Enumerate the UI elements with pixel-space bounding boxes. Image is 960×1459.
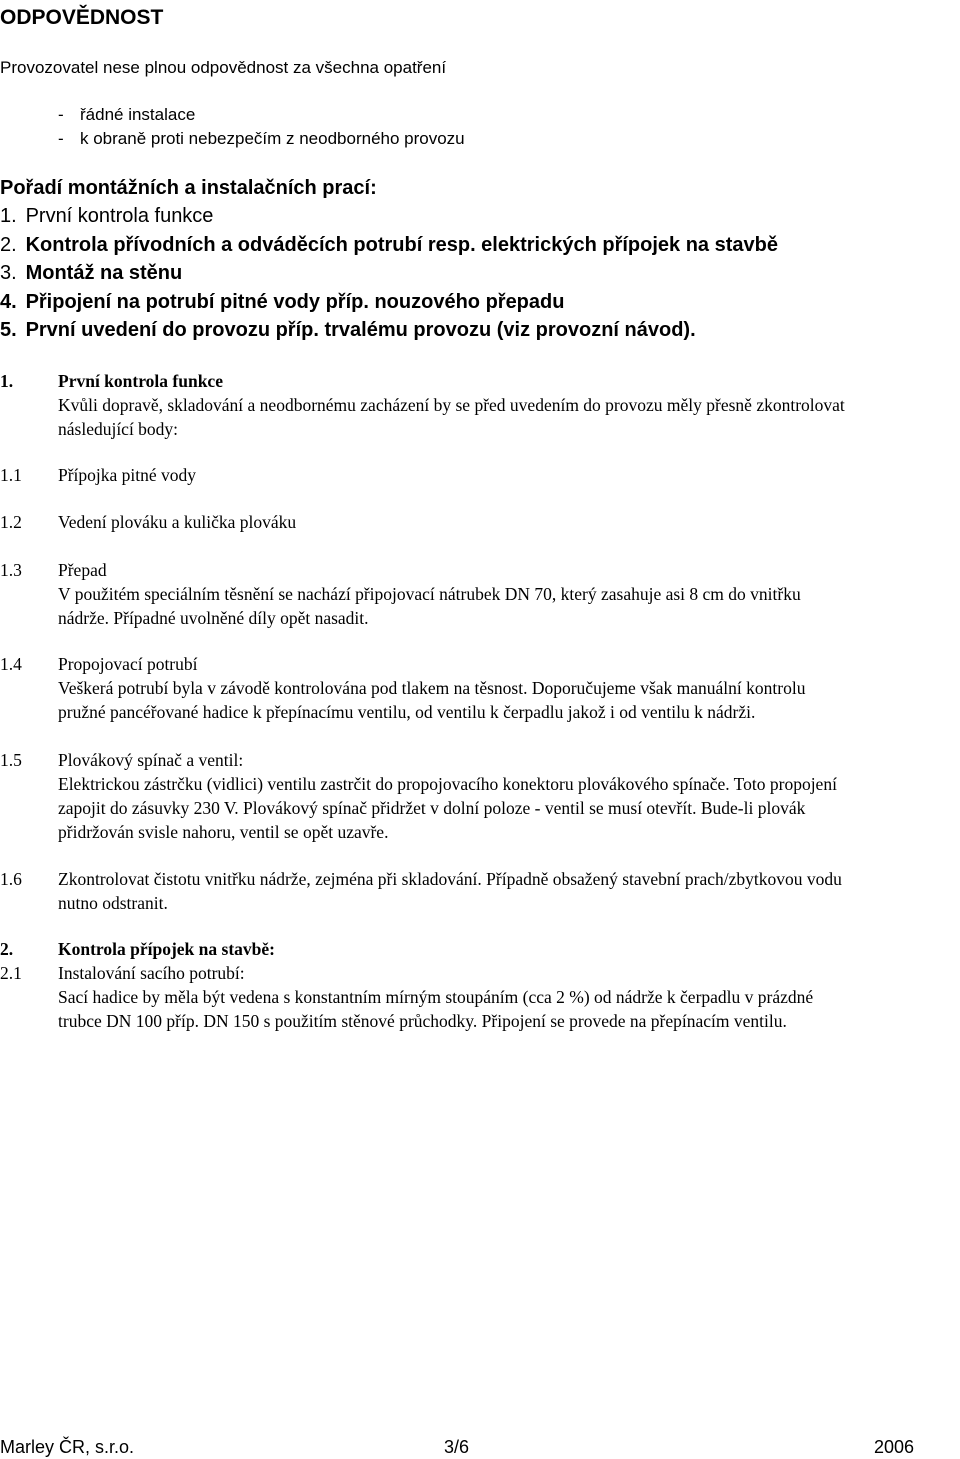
section-body [58,393,960,441]
section-body [58,676,960,724]
step-number: 3. [0,262,17,284]
bullet-dash: - [58,105,64,124]
step-item [0,202,778,231]
section-title: Vedení plováku a kulička plováku [58,512,297,532]
body-line: pružné pancéřované hadice k přepínacímu ventilu, od ventilu k čerpadlu jakož i od ventilu k nádrži. [58,702,756,722]
section-number: 1.4 [0,654,22,674]
section-1-1 [0,463,960,487]
section-number: 1. [0,371,14,391]
footer-year: 2006 [873,1437,914,1457]
body-line: následující body: [58,419,179,439]
step-text: Připojení na potrubí pitné vody příp. nouzového přepadu [25,290,565,313]
section-1-4 [0,652,960,724]
section-number: 2.1 [0,963,22,983]
section-title: Kontrola přípojek na stavbě: [58,939,275,959]
section-2-1 [0,961,960,1033]
step-item [0,259,778,288]
intro-text: Provozovatel nese plnou odpovědnost za všechna opatření [0,58,447,77]
body-line: nutno odstranit. [58,893,168,913]
section-1-6 [0,867,960,915]
section-title: Přepad [58,560,107,580]
responsibility-list [58,103,465,151]
section-body [58,582,960,630]
body-line: Sací hadice by měla být vedena s konstantním mírným stoupáním (cca 2 %) od nádrže k čerpadlu v prázdné [58,987,814,1007]
section-title: První kontrola funkce [58,371,223,391]
step-text: První uvedení do provozu příp. trvalému provozu (viz provozní návod). [25,319,696,341]
body-line: Zkontrolovat čistotu vnitřku nádrže, zejména při skladování. Případně obsažený stavební prach/zbytkovou vodu [58,869,842,889]
section-number: 1.5 [0,750,22,770]
body-line: nádrže. Případné uvolněné díly opět nasadit. [58,608,369,628]
step-text: Kontrola přívodních a odváděcích potrubí resp. elektrických přípojek na stavbě [25,233,778,256]
footer-page-number: 3/6 [444,1437,470,1457]
step-text: Montáž na stěnu [25,262,183,284]
list-item [58,127,465,151]
step-item [0,288,778,317]
section-number: 1.3 [0,560,22,580]
section-title: Plovákový spínač a ventil: [58,750,244,770]
body-line: trubce DN 100 příp. DN 150 s použitím stěnové průchodky. Připojení se provede na přepínacím ventilu. [58,1011,787,1031]
section-body [58,985,960,1033]
section-1-2 [0,510,960,534]
list-item [58,103,465,127]
section-title: Instalování sacího potrubí: [58,963,245,983]
section-body [58,867,960,915]
steps-list [0,202,778,345]
list-item-text: řádné instalace [80,105,196,124]
step-number: 4. [0,290,17,313]
section-title: Propojovací potrubí [58,654,198,674]
body-line: Elektrickou zástrčku (vidlici) ventilu zastrčit do propojovacího konektoru plovákového spínače. Toto propojení [58,774,837,794]
steps-heading: Pořadí montážních a instalačních prací: [0,177,377,199]
body-line: Veškerá potrubí byla v závodě kontrolována pod tlakem na těsnost. Doporučujeme však manuální kontrolu [58,678,806,698]
body-line: Kvůli dopravě, skladování a neodbornému zacházení by se před uvedením do provozu měly přesně zkontrolovat [58,395,845,415]
footer-company: Marley ČR, s.r.o. [0,1437,135,1457]
section-title: Přípojka pitné vody [58,465,197,485]
list-item-text: k obraně proti nebezpečím z neodborného provozu [80,129,465,148]
step-item [0,231,778,260]
step-number: 1. [0,205,17,227]
section-number: 1.2 [0,512,22,532]
body-line: zapojit do zásuvky 230 V. Plovákový spínač přidržet v dolní poloze - ventil se musí otevřít. Bude-li plovák [58,798,806,818]
section-1-5 [0,748,960,844]
step-number: 5. [0,319,17,341]
step-number: 2. [0,233,17,256]
body-line: V použitém speciálním těsnění se nachází připojovací nátrubek DN 70, který zasahuje asi 8 cm do vnitřku [58,584,801,604]
bullet-dash: - [58,129,64,148]
section-number: 2. [0,939,14,959]
section-number: 1.1 [0,465,22,485]
section-body [58,772,960,844]
section-1 [0,369,960,441]
section-2 [0,937,960,961]
step-text: První kontrola funkce [25,205,214,227]
step-item [0,316,778,345]
section-number: 1.6 [0,869,22,889]
page-title: ODPOVĚDNOST [0,6,164,29]
section-1-3 [0,558,960,630]
body-line: přidržován svisle nahoru, ventil se opět uzavře. [58,822,389,842]
